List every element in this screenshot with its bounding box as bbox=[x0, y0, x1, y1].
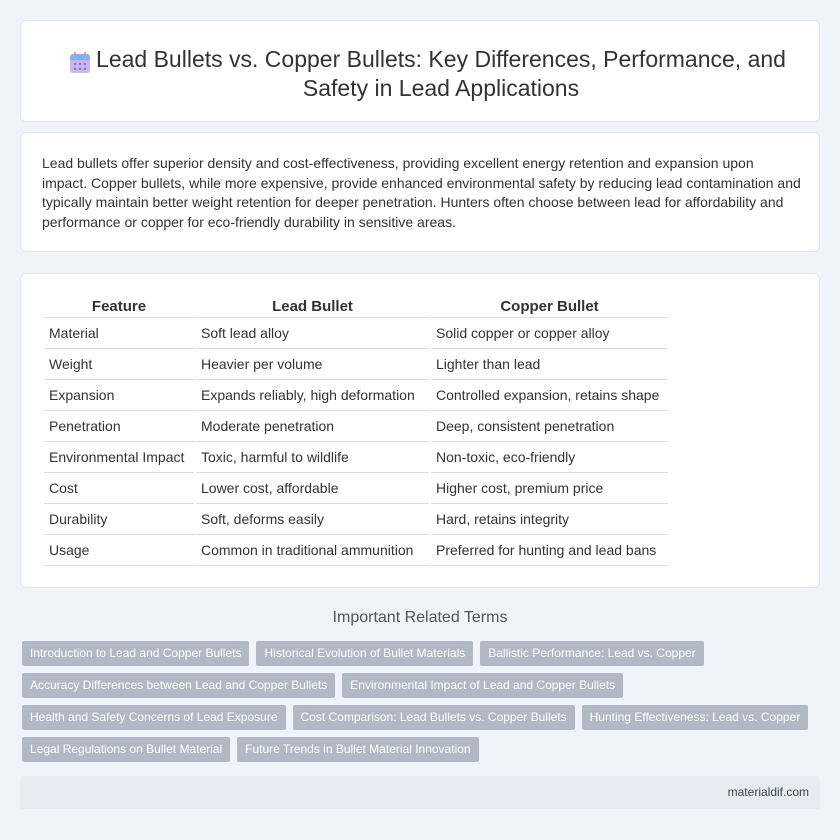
related-term-tag[interactable]: Introduction to Lead and Copper Bullets bbox=[22, 641, 249, 666]
table-cell: Soft lead alloy bbox=[196, 318, 429, 349]
related-term-tag[interactable]: Ballistic Performance: Lead vs. Copper bbox=[480, 641, 703, 666]
table-cell: Hard, retains integrity bbox=[431, 504, 668, 535]
related-terms-list bbox=[22, 641, 822, 762]
related-term-tag[interactable]: Legal Regulations on Bullet Material bbox=[22, 737, 230, 762]
table-row bbox=[44, 442, 668, 473]
title-wrap bbox=[21, 45, 819, 103]
related-term-tag[interactable]: Future Trends in Bullet Material Innovation bbox=[237, 737, 478, 762]
table-row bbox=[44, 318, 668, 349]
table-cell: Heavier per volume bbox=[196, 349, 429, 380]
table-row bbox=[44, 504, 668, 535]
table-cell: Lighter than lead bbox=[431, 349, 668, 380]
table-cell: Deep, consistent penetration bbox=[431, 411, 668, 442]
header-lead-bullet: Lead Bullet bbox=[196, 296, 429, 318]
table-cell: Usage bbox=[44, 535, 194, 566]
table-cell: Material bbox=[44, 318, 194, 349]
table-cell: Expands reliably, high deformation bbox=[196, 380, 429, 411]
table-cell: Soft, deforms easily bbox=[196, 504, 429, 535]
title-card bbox=[20, 20, 820, 122]
table-cell: Controlled expansion, retains shape bbox=[431, 380, 668, 411]
table-cell: Toxic, harmful to wildlife bbox=[196, 442, 429, 473]
header-copper-bullet: Copper Bullet bbox=[431, 296, 668, 318]
related-term-tag[interactable]: Environmental Impact of Lead and Copper Bullets bbox=[342, 673, 623, 698]
table-cell: Non-toxic, eco-friendly bbox=[431, 442, 668, 473]
table-row bbox=[44, 349, 668, 380]
table-cell: Higher cost, premium price bbox=[431, 473, 668, 504]
related-term-tag[interactable]: Historical Evolution of Bullet Materials bbox=[256, 641, 473, 666]
footer bbox=[20, 776, 820, 809]
table-cell: Lower cost, affordable bbox=[196, 473, 429, 504]
table-row bbox=[44, 473, 668, 504]
related-term-tag[interactable]: Hunting Effectiveness: Lead vs. Copper bbox=[582, 705, 809, 730]
table-header-row bbox=[44, 296, 668, 318]
table-cell: Penetration bbox=[44, 411, 194, 442]
related-term-tag[interactable]: Health and Safety Concerns of Lead Exposure bbox=[22, 705, 286, 730]
related-term-tag[interactable]: Accuracy Differences between Lead and Copper Bullets bbox=[22, 673, 335, 698]
comparison-card bbox=[20, 273, 820, 588]
table-cell: Durability bbox=[44, 504, 194, 535]
table-cell: Common in traditional ammunition bbox=[196, 535, 429, 566]
table-cell: Weight bbox=[44, 349, 194, 380]
table-cell: Cost bbox=[44, 473, 194, 504]
table-cell: Moderate penetration bbox=[196, 411, 429, 442]
table-cell: Environmental Impact bbox=[44, 442, 194, 473]
page-title: Lead Bullets vs. Copper Bullets: Key Differences, Performance, and Safety in Lead Applications bbox=[96, 46, 786, 101]
footer-site-link[interactable]: materialdif.com bbox=[727, 785, 809, 799]
related-terms-heading: Important Related Terms bbox=[332, 609, 508, 626]
table-cell: Expansion bbox=[44, 380, 194, 411]
table-row bbox=[44, 380, 668, 411]
table-cell: Solid copper or copper alloy bbox=[431, 318, 668, 349]
header-feature: Feature bbox=[44, 296, 194, 318]
comparison-table bbox=[42, 296, 670, 566]
related-term-tag[interactable]: Cost Comparison: Lead Bullets vs. Copper Bullets bbox=[293, 705, 575, 730]
intro-card bbox=[20, 132, 820, 252]
calendar-icon bbox=[68, 51, 92, 75]
table-cell: Preferred for hunting and lead bans bbox=[431, 535, 668, 566]
table-row bbox=[44, 411, 668, 442]
intro-paragraph: Lead bullets offer superior density and cost-effectiveness, providing excellent energy retention and expansion upon impact. Copper bullets, while more expensive, provide enhanced environmental safety by reducing lead contamination and typically maintain better weight retention for deeper penetration. Hunters often choose between lead for affordability and performance or copper for eco-friendly durability in sensitive areas. bbox=[42, 155, 801, 230]
table-row bbox=[44, 535, 668, 566]
